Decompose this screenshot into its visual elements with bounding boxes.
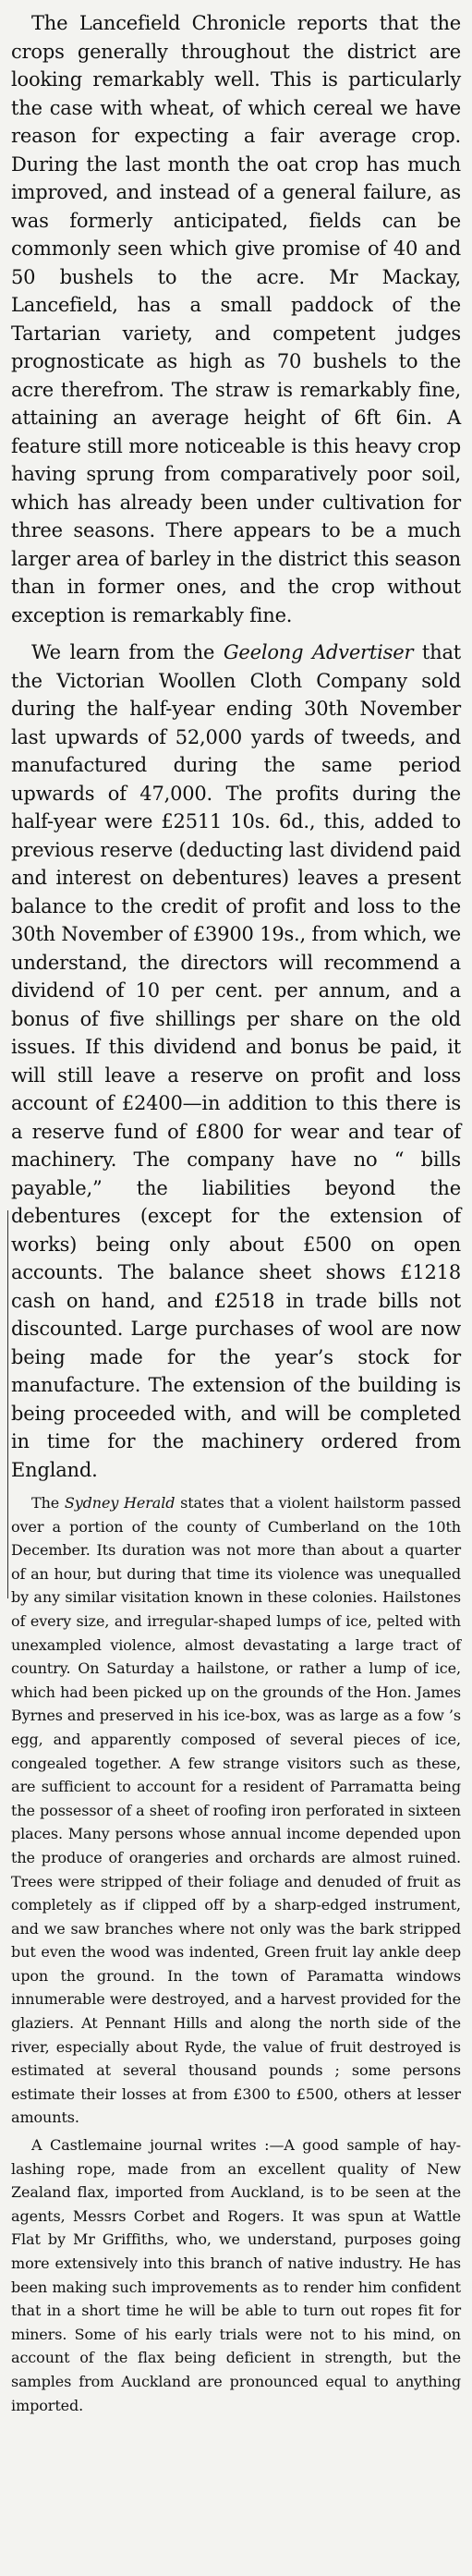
- newspaper-name: Geelong Advertiser: [223, 641, 414, 663]
- article-text: that the Victorian Woollen Cloth Company sold during the half-year ending 30th November last upwards of 52,000 yards of tweeds, and manufactured during the same period upwards of 47,000. The profits during the half-year were £2511 10s. 6d., this, added to previous reserve (deducting last dividend paid and interest on debentures) leaves a present balance to the credit of profit and loss to the 30th November of £3900 19s., from which, we understand, the directors will recommend a dividend of 10 per cent. per annum, and a bonus of five shillings per share on the old issues. If this dividend and bonus be paid, it will still leave a reserve on profit and loss account of £2400—in addition to this there is a reserve fund of £800 for wear and tear of machinery. The company have no “ bills payable,” the liabilities beyond the debentures (except for the extension of works) being only about £500 on open accounts. The balance sheet shows £1218 cash on hand, and £2518 in trade bills not discounted. Large purchases of wool are now being made for the year’s stock for manufacture. The extension of the building is being proceeded with, and will be completed in time for the machinery ordered from England.: [11, 641, 461, 1481]
- article-text: We learn from the: [31, 641, 224, 663]
- column-body: [11, 9, 461, 2417]
- article-lancefield: [11, 9, 461, 629]
- article-hailstorm: [11, 1491, 461, 2130]
- article-text: The: [31, 1494, 65, 1512]
- article-text: A Castlemaine journal writes :—A good sample of hay-lashing rope, made from an excellent quality of New Zealand flax, imported from Auckland, is to be seen at the agents, Messrs Corbet and Rogers. It was spun at Wattle Flat by Mr Griffiths, who, we understand, purposes going more extensively into this branch of native industry. He has been making such improvements as to render him confident that in a short time he will be able to turn out ropes fit for miners. Some of his early trials were not to his mind, on account of the flax being deficient in strength, but the samples from Auckland are pronounced equal to anything imported.: [11, 2136, 461, 2414]
- newspaper-name: Sydney Herald: [64, 1494, 175, 1512]
- column-rule: [7, 1210, 8, 1598]
- article-text: states that a violent hailstorm passed over a portion of the county of Cumberland on the 10th December. Its duration was not more than about a quarter of an hour, but during that time its violence was unequalled by any similar visitation known in these colonies. Hailstones of every size, and irregular-shaped lumps of ice, pelted with unexampled violence, almost devastating a large tract of country. On Saturday a hailstone, or rather a lump of ice, which had been picked up on the grounds of the Hon. James Byrnes and preserved in his ice-box, was as large as a fow ’s egg, and apparently composed of several pieces of ice, congealed together. A few strange visitors such as these, are sufficient to account for a resident of Parramatta being the possessor of a sheet of roofing iron perforated in sixteen places. Many persons whose annual income depended upon the produce of orangeries and orchards are almost ruined. Trees were stripped of their foliage and denuded of fruit as completely as if clipped off by a sharp-edged instrument, and we saw branches where not only was the bark stripped but even the wood was indented, Green fruit lay ankle deep upon the ground. In the town of Paramatta windows innumerable were destroyed, and a harvest provided for the glaziers. At Pennant Hills and along the north side of the river, especially about Ryde, the value of fruit destroyed is estimated at several thousand pounds ; some persons estimate their losses at from £300 to £500, others at lesser amounts.: [11, 1494, 462, 2127]
- article-flax-rope: [11, 2133, 461, 2417]
- article-woollen-cloth: [11, 638, 461, 1484]
- article-text: The Lancefield Chronicle reports that the crops generally throughout the district are looking remarkably well. This is particularly the case with wheat, of which cereal we have reason for expecting a fair average crop. During the last month the oat crop has much improved, and instead of a general failure, as was formerly anticipated, fields can be commonly seen which give promise of 40 and 50 bushels to the acre. Mr Mackay, Lancefield, has a small paddock of the Tartarian variety, and competent judges prognosticate as high as 70 bushels to the acre therefrom. The straw is remarkably fine, attaining an average height of 6ft 6in. A feature still more noticeable is this heavy crop having sprung from comparatively poor soil, which has already been under cultivation for three seasons. There appears to be a much larger area of barley in the district this season than in former ones, and the crop without exception is remarkably fine.: [11, 12, 461, 626]
